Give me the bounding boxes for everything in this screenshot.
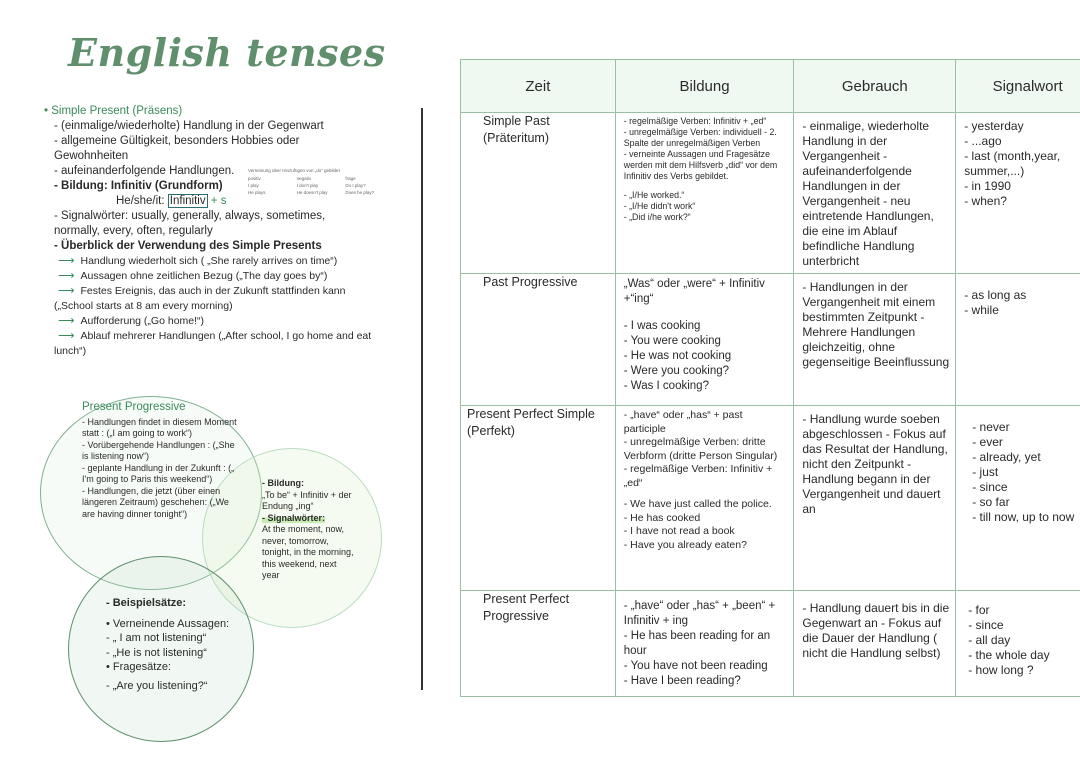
mini-cell: He doesn't play xyxy=(296,190,328,195)
bildung-line: - verneinte Aussagen und Fragesätze werden mit dem Hilfsverb „did“ vor dem Infinitiv des Verbs gebildet. xyxy=(623,149,778,181)
bildung-line: - „have“ oder „has“ + past participle xyxy=(623,409,743,435)
sp-arrow-text: Festes Ereignis, das auch in der Zukunft stattfinden kann xyxy=(80,285,346,297)
mini-cell: I don't play xyxy=(296,183,319,188)
signal-item: - while xyxy=(964,303,999,317)
signal-item: - in 1990 xyxy=(964,179,1011,193)
sp-arrow-cont: lunch“) xyxy=(54,345,87,357)
zeit-cell: Past Progressive xyxy=(461,274,616,406)
arrow-icon: ⟶ xyxy=(58,270,75,282)
pp-signal-text: At the moment, now, never, tomorrow, tonight, in the morning, this weekend, next year xyxy=(262,524,354,580)
bildung-line: - He has cooked xyxy=(623,511,701,524)
signal-item: - all day xyxy=(968,633,1011,647)
signal-item: - since xyxy=(968,618,1004,632)
sp-arrow-text: Ablauf mehrerer Handlungen („After school, I go home and eat xyxy=(80,330,372,342)
bildung-line: - Was I cooking? xyxy=(623,380,709,392)
bildung-cell xyxy=(615,113,794,274)
pp-use-item: - geplante Handlung in der Zukunft : („ I'm going to Paris this weekend“) xyxy=(82,462,235,484)
signal-cell xyxy=(956,591,1080,697)
gebrauch-cell: - Handlung dauert bis in die Gegenwart an - Fokus auf die Dauer der Handlung ( nicht die Handlung selbst) xyxy=(794,591,956,697)
signal-item: - just xyxy=(972,465,999,479)
sp-line: Gewohnheiten xyxy=(54,150,129,162)
sp-school-line: („School starts at 8 am every morning) xyxy=(54,300,233,312)
header-zeit: Zeit xyxy=(461,60,616,113)
arrow-icon: ⟶ xyxy=(58,330,75,342)
sp-arrow-text: Handlung wiederholt sich ( „She rarely arrives on time“) xyxy=(80,255,338,267)
pp-examples xyxy=(106,596,244,693)
bildung-line: „Was“ oder „were“ + Infinitiv +“ing“ xyxy=(623,278,765,305)
sp-arrow-item xyxy=(44,329,404,344)
zeit-cell: Present Perfect Progressive xyxy=(461,591,616,697)
sp-arrow-item xyxy=(44,314,404,329)
mini-note xyxy=(248,168,390,196)
arrow-icon: ⟶ xyxy=(58,315,75,327)
sp-bildung-he xyxy=(44,194,404,209)
gebrauch-cell: - Handlung wurde soeben abgeschlossen - Fokus auf das Resultat der Handlung, nicht den Zeitpunkt - Handlung begann in der Vergangenheit und dauert an xyxy=(794,406,956,591)
sp-line: - (einmalige/wiederholte) Handlung in der Gegenwart xyxy=(54,120,324,132)
signal-item: - till now, up to now xyxy=(972,510,1075,524)
arrow-icon: ⟶ xyxy=(58,255,75,267)
pp-q1: - „Are you listening?“ xyxy=(106,679,208,692)
sp-signal: - Signalwörter: usually, generally, always, sometimes, xyxy=(54,210,326,222)
bildung-line: - „have“ oder „has“ + „been“ + Infinitiv + ing xyxy=(623,600,776,627)
zeit-cell: Simple Past (Präteritum) xyxy=(461,113,616,274)
signal-item: - already, yet xyxy=(972,450,1041,464)
bildung-line: - I was cooking xyxy=(623,320,701,332)
signal-cell xyxy=(956,274,1080,406)
signal-item: - so far xyxy=(972,495,1010,509)
pp-use-item: - Handlungen, die jetzt (über einen längeren Zeitraum) geschehen: („We are having dinner tonight“) xyxy=(82,485,229,519)
bildung-line: - I have not read a book xyxy=(623,525,735,537)
gebrauch-cell: - Handlungen in der Vergangenheit mit einem bestimmten Zeitpunkt - Mehrere Handlungen gleichzeitig, ohne gegenseitige Beeinflussung xyxy=(794,274,956,406)
table-row xyxy=(461,113,1080,274)
mini-cell: frage xyxy=(345,176,356,181)
pp-bildung-text: „To be“ + Infinitiv + der Endung „ing“ xyxy=(262,489,352,511)
signal-item: - for xyxy=(968,603,990,617)
bildung-line: - „Did i/he work?“ xyxy=(623,212,691,222)
bildung-line: - regelmäßige Verben: Infinitiv + „ed“ xyxy=(623,463,773,489)
sp-bildung-post: + s xyxy=(210,195,227,207)
signal-cell xyxy=(956,406,1080,591)
simple-present-notes xyxy=(44,104,404,359)
bildung-cell xyxy=(615,274,794,406)
sp-arrow-item xyxy=(44,254,404,269)
sp-infinitiv-box: Infinitiv xyxy=(169,195,206,207)
bildung-line: - We have just called the police. xyxy=(623,498,772,510)
signal-item: - as long as xyxy=(964,288,1027,302)
mini-cell: I play xyxy=(248,183,259,188)
page-title: English tenses xyxy=(68,30,386,75)
mini-cell: Do I play? xyxy=(345,183,366,188)
table-row xyxy=(461,591,1080,697)
bildung-line: - He was not cooking xyxy=(623,350,732,362)
header-bildung: Bildung xyxy=(615,60,794,113)
pp-verneinend: • Verneinende Aussagen: xyxy=(106,617,230,630)
sp-arrow-item xyxy=(44,269,404,284)
sp-overview: - Überblick der Verwendung des Simple Presents xyxy=(54,240,322,252)
sp-arrow-text: Aufforderung („Go home!“) xyxy=(80,315,205,327)
signal-item: - ...ago xyxy=(964,134,1002,148)
mini-cell: Does he play? xyxy=(345,190,375,195)
table-row xyxy=(461,274,1080,406)
pp-bildung xyxy=(262,478,356,582)
sp-arrow-item xyxy=(44,284,404,299)
bildung-line: - „I/He didn't work“ xyxy=(623,201,696,211)
bildung-line: - Have you already eaten? xyxy=(623,538,747,551)
pp-bildung-title: - Bildung: xyxy=(262,478,304,488)
header-gebrauch: Gebrauch xyxy=(794,60,956,113)
signal-item: - how long ? xyxy=(968,663,1034,677)
bildung-line: - „I/He worked.“ xyxy=(623,190,685,200)
bildung-cell xyxy=(615,591,794,697)
pp-signal-title: - Signalwörter: xyxy=(262,512,326,523)
pp-use-item: - Vorübergehende Handlungen : („She is listening now“) xyxy=(82,439,235,461)
pp-use-item: - Handlungen findet in diesem Moment statt : („I am going to work“) xyxy=(82,416,237,438)
pp-title: Present Progressive xyxy=(82,401,186,413)
bildung-line: - Have I been reading? xyxy=(623,675,741,687)
signal-item: - the whole day xyxy=(968,648,1050,662)
mini-cell: negativ xyxy=(296,176,312,181)
pp-neg2: - „He is not listening“ xyxy=(106,646,207,659)
pp-beispiel-title: - Beispielsätze: xyxy=(106,597,187,609)
mini-grid xyxy=(248,176,390,196)
sp-bildung-pre: He/she/it: xyxy=(116,195,165,207)
mini-cell: positiv xyxy=(248,176,261,181)
pp-fragen: • Fragesätze: xyxy=(106,661,171,673)
signal-item: - since xyxy=(972,480,1008,494)
bildung-line: - He has been reading for an hour xyxy=(623,630,771,657)
bildung-line: - unregelmäßige Verben: individuell - 2. Spalte der unregelmäßigen Verben xyxy=(623,127,777,148)
signal-item: - never xyxy=(972,420,1010,434)
table-header-row xyxy=(461,60,1080,113)
bildung-line: - Were you cooking? xyxy=(623,365,730,377)
mini-cell: He plays xyxy=(248,190,266,195)
signal-cell xyxy=(956,113,1080,274)
simple-present-heading: • Simple Present (Präsens) xyxy=(44,105,183,117)
signal-item: - ever xyxy=(972,435,1003,449)
pp-neg1: - „ I am not listening“ xyxy=(106,632,207,644)
header-signalwort: Signalwort xyxy=(956,60,1080,113)
table-row xyxy=(461,406,1080,591)
sp-bildung: - Bildung: Infinitiv (Grundform) xyxy=(54,180,223,192)
bildung-cell xyxy=(615,406,794,591)
pp-uses xyxy=(82,402,240,520)
sp-signal2: normally, every, often, regularly xyxy=(54,225,213,237)
sp-line: - allgemeine Gültigkeit, besonders Hobbies oder xyxy=(54,135,300,147)
zeit-cell: Present Perfect Simple (Perfekt) xyxy=(461,406,616,591)
signal-item: - last (month,year, summer,...) xyxy=(964,149,1061,178)
tenses-table xyxy=(460,59,1080,697)
signal-item: - when? xyxy=(964,194,1007,208)
bildung-line: - unregelmäßige Verben: dritte Verbform (dritte Person Singular) xyxy=(623,436,778,462)
bildung-line: - You were cooking xyxy=(623,335,721,347)
mini-note-text: Verneinung über Hinzufügen von „do“ gebildet xyxy=(248,168,340,173)
sp-line: - aufeinanderfolgende Handlungen. xyxy=(54,165,235,177)
signal-item: - yesterday xyxy=(964,119,1024,133)
sp-arrow-text: Aussagen ohne zeitlichen Bezug („The day goes by“) xyxy=(80,270,328,282)
bildung-line: - regelmäßige Verben: Infinitiv + „ed“ xyxy=(623,116,767,126)
column-divider xyxy=(421,108,423,690)
arrow-icon: ⟶ xyxy=(58,285,75,297)
gebrauch-cell: - einmalige, wiederholte Handlung in der Vergangenheit - aufeinanderfolgende Handlungen in der Vergangenheit - neu eintretende Handlungen, die eine im Ablauf befindliche Handlung unterbricht xyxy=(794,113,956,274)
bildung-line: - You have not been reading xyxy=(623,660,768,672)
